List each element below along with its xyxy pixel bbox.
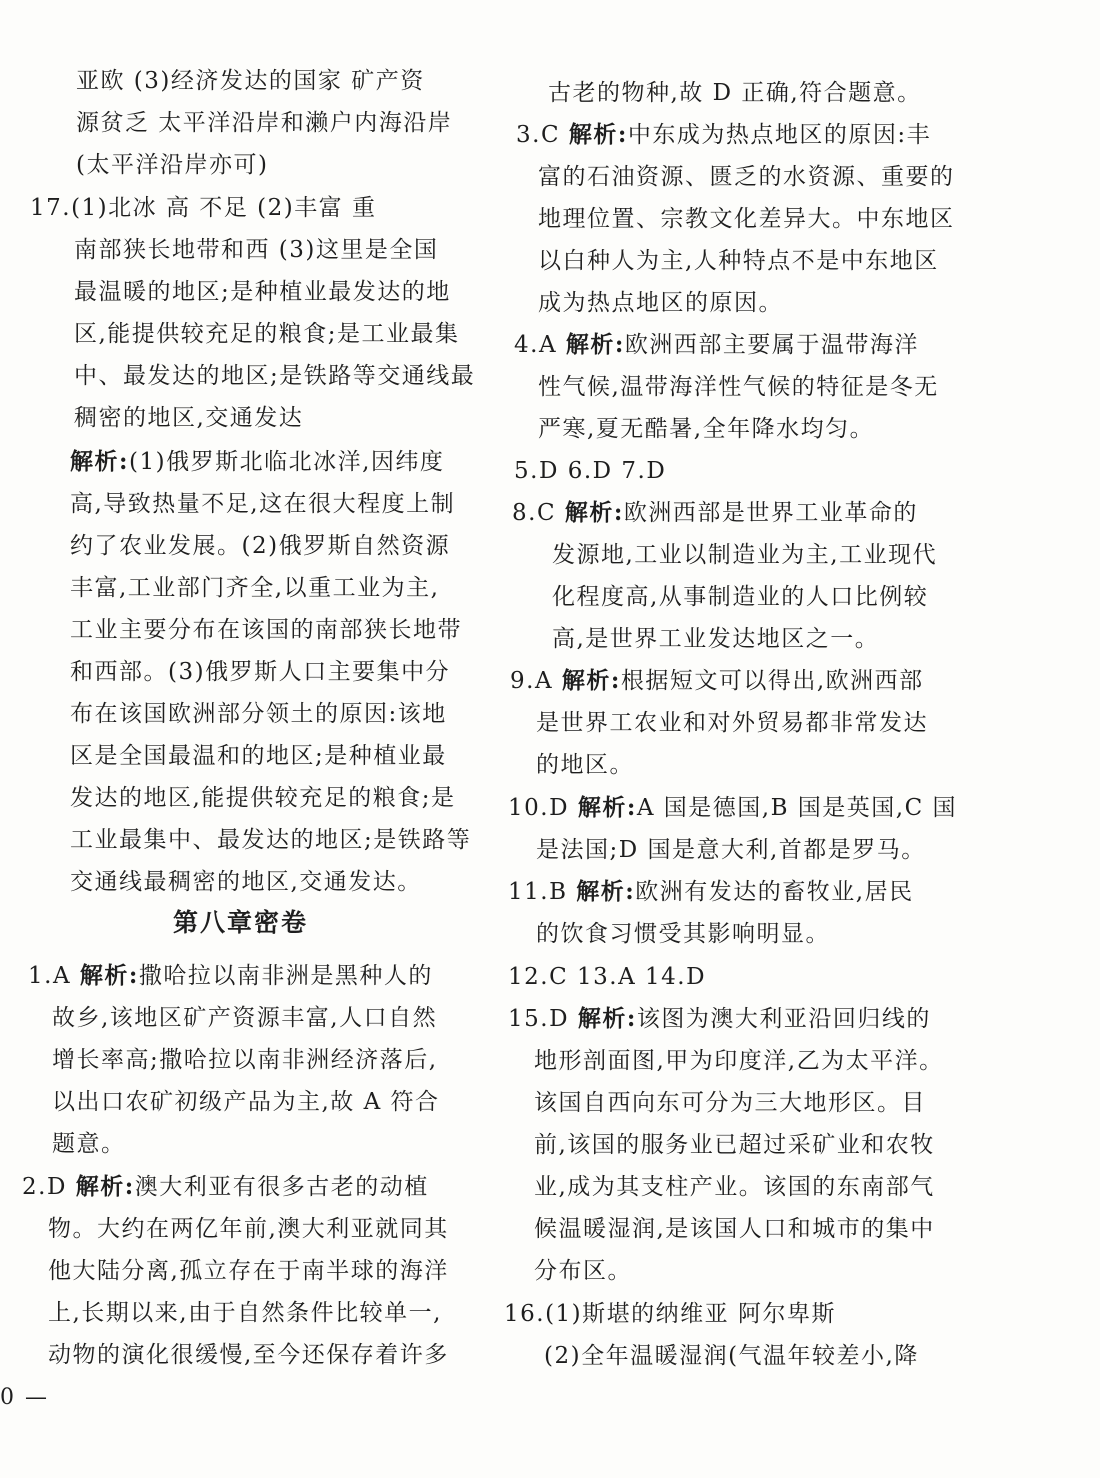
answer-15-line: 15.D 解析:该图为澳大利亚沿回归线的 [508, 1005, 931, 1032]
text-line: 故乡,该地区矿产资源丰富,人口自然 [52, 1005, 438, 1031]
answer-16-line: 16.(1)斯堪的纳维亚 阿尔卑斯 [504, 1301, 836, 1327]
text-line: 高,是世界工业发达地区之一。 [552, 626, 880, 652]
text-line: 最温暖的地区;是种植业最发达的地 [74, 279, 451, 305]
text-line: (太平洋沿岸亦可) [76, 152, 269, 178]
text-line: 富的石油资源、匮乏的水资源、重要的 [538, 164, 955, 190]
text-line: 的饮食习惯受其影响明显。 [536, 921, 830, 947]
explanation-label: 解析: [565, 331, 625, 358]
text-line: 南部狭长地带和西 (3)这里是全国 [74, 237, 439, 263]
explanation-label: 解析: [79, 962, 139, 989]
text-line: 交通线最稠密的地区,交通发达。 [70, 869, 422, 895]
answer-1-line: 1.A 解析:撒哈拉以南非洲是黑种人的 [28, 962, 433, 989]
text-line: 该国自西向东可分为三大地形区。目 [534, 1090, 926, 1116]
text-line: 性气候,温带海洋性气候的特征是冬无 [538, 374, 939, 400]
text-line: 动物的演化很缓慢,至今还保存着许多 [48, 1342, 449, 1368]
explanation-label: 解析: [576, 878, 636, 905]
text-line: 和西部。(3)俄罗斯人口主要集中分 [70, 659, 451, 685]
answer-10-line: 10.D 解析:A 国是德国,B 国是英国,C 国 [508, 794, 958, 821]
text-line: 地形剖面图,甲为印度洋,乙为太平洋。 [534, 1048, 944, 1074]
answer-3-line: 3.C 解析:中东成为热点地区的原因:丰 [516, 121, 932, 148]
text-line: 区是全国最温和的地区;是种植业最 [70, 743, 447, 769]
answer-12-14-line: 12.C 13.A 14.D [508, 964, 707, 990]
text-line: 是世界工农业和对外贸易都非常发达 [536, 710, 928, 736]
text-line: 他大陆分离,孤立存在于南半球的海洋 [48, 1258, 449, 1284]
answer-11-line: 11.B 解析:欧洲有发达的畜牧业,居民 [508, 878, 914, 905]
answer-5-7-line: 5.D 6.D 7.D [514, 458, 667, 484]
answer-8-line: 8.C 解析:欧洲西部是世界工业革命的 [512, 499, 918, 526]
explanation-label: 解析: [577, 1005, 637, 1032]
text-line: (2)全年温暖湿润(气温年较差小,降 [544, 1343, 919, 1369]
text-line: 稠密的地区,交通发达 [74, 405, 304, 431]
text-line: 区,能提供较充足的粮食;是工业最集 [74, 321, 460, 347]
text-line: 高,导致热量不足,这在很大程度上制 [70, 491, 456, 517]
text-line: 化程度高,从事制造业的人口比例较 [552, 584, 929, 610]
text-line: 工业主要分布在该国的南部狭长地带 [70, 617, 462, 643]
text-line: 发达的地区,能提供较充足的粮食;是 [70, 785, 456, 811]
text-line: 业,成为其支柱产业。该国的东南部气 [534, 1174, 935, 1200]
text-line: 约了农业发展。(2)俄罗斯自然资源 [70, 533, 451, 559]
explanation-line: 解析:(1)俄罗斯北临北冰洋,因纬度 [70, 448, 445, 475]
explanation-label: 解析: [561, 667, 621, 694]
text-line: 源贫乏 太平洋沿岸和濑户内海沿岸 [76, 110, 453, 136]
text-line: 以白种人为主,人种特点不是中东地区 [538, 248, 939, 274]
answer-4-line: 4.A 解析:欧洲西部主要属于温带海洋 [514, 331, 919, 358]
explanation-label: 解析: [70, 448, 129, 475]
text-line: 候温暖湿润,是该国人口和城市的集中 [534, 1216, 935, 1242]
text-line: 中、最发达的地区;是铁路等交通线最 [74, 363, 476, 389]
answer-9-line: 9.A 解析:根据短文可以得出,欧洲西部 [510, 667, 924, 694]
text-line: 古老的物种,故 D 正确,符合题意。 [548, 80, 922, 106]
chapter-heading: 第八章密卷 [173, 908, 309, 937]
answer-17-line: 17.(1)北冰 高 不足 (2)丰富 重 [30, 195, 377, 221]
text-line: 工业最集中、最发达的地区;是铁路等 [70, 827, 472, 853]
text-line: 上,长期以来,由于自然条件比较单一, [48, 1300, 442, 1326]
page-number: 0 — [0, 1385, 49, 1410]
text-line: 亚欧 (3)经济发达的国家 矿产资 [76, 68, 425, 94]
text-line: 成为热点地区的原因。 [538, 290, 783, 316]
text-line: 分布区。 [534, 1258, 632, 1284]
text-line: 增长率高;撒哈拉以南非洲经济落后, [52, 1047, 438, 1073]
text-line: 前,该国的服务业已超过采矿业和农牧 [534, 1132, 935, 1158]
text-line: 地理位置、宗教文化差异大。中东地区 [538, 206, 955, 232]
text-line: 严寒,夏无酷暑,全年降水均匀。 [538, 416, 875, 442]
text-line: 题意。 [52, 1131, 126, 1157]
text-line: 物。大约在两亿年前,澳大利亚就同其 [48, 1216, 449, 1242]
text-line: 布在该国欧洲部分领土的原因:该地 [70, 701, 447, 727]
explanation-label: 解析: [564, 499, 624, 526]
explanation-label: 解析: [577, 794, 637, 821]
text-line: 是法国;D 国是意大利,首都是罗马。 [536, 837, 926, 863]
text-line: 丰富,工业部门齐全,以重工业为主, [70, 575, 440, 601]
explanation-label: 解析: [568, 121, 628, 148]
text-line: 发源地,工业以制造业为主,工业现代 [552, 542, 938, 568]
explanation-label: 解析: [75, 1173, 135, 1200]
answer-2-line: 2.D 解析:澳大利亚有很多古老的动植 [22, 1173, 429, 1200]
text-line: 的地区。 [536, 752, 634, 778]
text-line: 以出口农矿初级产品为主,故 A 符合 [52, 1089, 440, 1115]
